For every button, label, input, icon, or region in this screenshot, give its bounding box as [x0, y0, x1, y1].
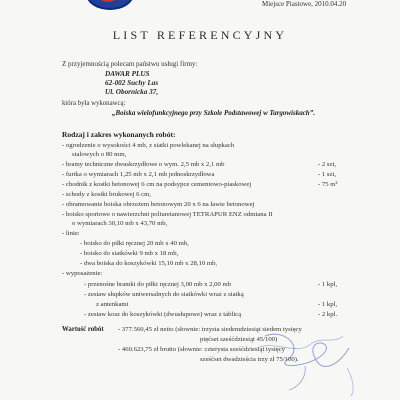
- work-line: stalowych o 80 mm,: [72, 151, 127, 158]
- scope-title: Rodzaj i zakres wykonanych robót:: [62, 130, 176, 139]
- work-line: - zestaw słupków uniwersalnych do siatkówki wraz z siatką: [84, 291, 244, 298]
- amount-gates: - 2 szt,: [318, 161, 337, 168]
- work-line: - bramy techniczne dwuskrzydłowe o wym. 2,5 mb x 2,1 mb: [62, 161, 225, 168]
- company-name: DAWAR PLUS: [105, 70, 150, 78]
- work-line: z antenkami: [96, 301, 129, 308]
- work-line: o wymiarach 30,10 mb x 43,70 mb,: [72, 220, 168, 227]
- work-line: - dwa boiska do koszykówki 15,10 mb x 28,10 mb,: [80, 260, 218, 267]
- work-line: - boisko sportowe o nawierzchni poliuretanowej TETRAPUR ENZ odmiana II: [62, 211, 273, 218]
- company-street: Ul. Obornicka 37,: [105, 88, 159, 96]
- signature-mark: [245, 318, 365, 398]
- place-date: Miejsce Piastowe, 2010.04.20: [262, 0, 347, 8]
- company-block: [105, 70, 158, 97]
- amount-sidewalk: - 75 m²: [318, 181, 338, 188]
- work-line: - zestaw kosz do koszykówki (dwusłupowe) wraz z tablicą: [84, 311, 242, 318]
- work-line: - furtka o wymiarach 1,25 mb x 2,1 mb jednoskrzydłowa: [62, 171, 215, 178]
- intro-text: Z przyjemnością polecam państwu usługi firmy:: [62, 60, 198, 68]
- document-title: LIST REFERENCYJNY: [112, 28, 288, 42]
- work-line: - linie:: [62, 230, 80, 237]
- value-gross-words: sześćset dwadzieścia trzy zł 75/100).: [200, 356, 299, 363]
- amount-volleyball-posts: - 1 kpl,: [318, 301, 338, 308]
- company-city: 62-002 Suchy Las: [105, 79, 159, 87]
- amount-wicket: - 1 szt,: [318, 171, 337, 178]
- work-line: - schody z kostki brukowej 6 cm,: [62, 191, 151, 198]
- value-gross: - 460.623,75 zł brutto (słownie: czterysta sześćdziesiąt tysięcy: [118, 346, 285, 353]
- value-label: Wartość robót: [62, 326, 104, 333]
- work-line: - boisko do piłki ręcznej 20 mb x 40 mb,: [80, 240, 189, 247]
- work-line: - przenośne bramki do piłki ręcznej 3,00 mb x 2,00 mb: [84, 281, 232, 288]
- work-line: - ogrodzenie o wysokości 4 mb, z siatki powlekanej na słupkach: [62, 142, 235, 149]
- work-line: - boisko do siatkówki 9 mb x 18 mb,: [80, 250, 179, 257]
- project-name: „Boiska wielofunkcyjnego przy Szkole Podstawowej w Targowiskach”.: [112, 109, 315, 117]
- seal-logo: [86, 0, 134, 10]
- performed-text: która była wykonawcą:: [62, 100, 126, 107]
- value-net-words: pięćset sześćdziesiąt 45/100): [200, 336, 278, 343]
- amount-handball-goals: - 1 kpl,: [318, 281, 338, 288]
- work-line: - wyposażenie:: [62, 270, 103, 277]
- work-line: - obramowanie boiska obrzeżem betonowym 20 x 6 na ławie betonowej: [62, 201, 255, 208]
- value-net: - 377.560,45 zł netto (słownie: trzysta siedemdziesiąt siedem tysięcy: [118, 326, 302, 333]
- amount-basketball-sets: - 2 kpl.: [318, 311, 338, 318]
- work-line: - chodnik z kostki betonowej 6 cm na podsypce cementowo-piaskowej: [62, 181, 252, 188]
